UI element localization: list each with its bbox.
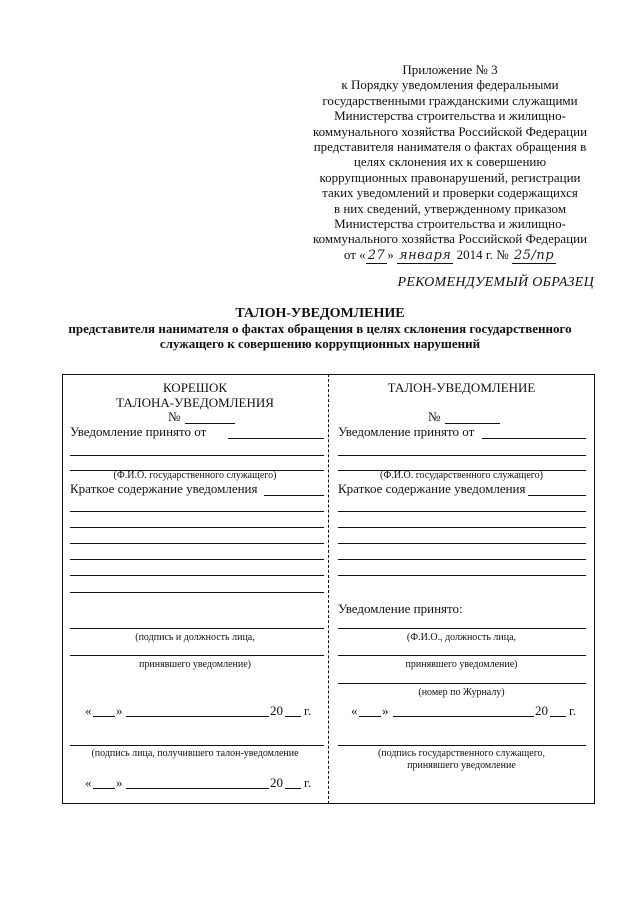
ticket-official-sign-caption-2: принявшего уведомление [407,760,516,771]
appendix-line: Министерства строительства и жилищно- [334,108,566,124]
ticket-fio-caption: (Ф.И.О. государственного служащего) [380,470,543,481]
appendix-line: Министерства строительства и жилищно- [334,216,566,232]
date-year: 2014 г. № [456,246,509,262]
stub-number-label: № [168,409,181,424]
stub-fio-field-line[interactable] [70,455,324,456]
stub-year-suffix: г. [304,703,312,718]
stub-received-from-label: Уведомление принято от [70,424,207,439]
ticket-receiver-line-2[interactable] [338,655,586,656]
ticket-received-from-label: Уведомление принято от [338,424,475,439]
appendix-line: целях склонения их к совершению [353,154,547,170]
ticket-summary-label: Краткое содержание уведомления [338,481,526,496]
stub-summary-line[interactable] [70,543,324,544]
document-title: ТАЛОН-УВЕДОМЛЕНИЕ [235,306,405,321]
ticket-summary-line[interactable] [338,511,586,512]
appendix-line: коммунального хозяйства Российской Федерации [312,123,588,139]
ticket-official-sign-caption-1: (подпись государственного служащего, [377,748,546,759]
stub-date-month-field[interactable] [126,716,269,717]
stub-summary-line[interactable] [70,527,324,528]
order-date-line [300,247,600,263]
date-mid: » [387,246,394,262]
stub-date-day-field[interactable] [93,716,115,717]
stub-date2-open: « [85,775,92,790]
stub-year2-prefix: 20 [270,775,283,790]
ticket-summary-line[interactable] [338,575,586,576]
stub-year2-suffix: г. [304,775,312,790]
order-number-handwritten: 25/пр [513,247,555,263]
stub-sign-caption-1: (подпись и должность лица, [135,632,255,643]
appendix-line: в них сведений, утвержденному приказом [333,200,567,216]
stub-summary-line[interactable] [70,575,324,576]
date-day-handwritten: 27 [367,247,386,263]
stub-heading-1: КОРЕШОК [162,380,228,395]
document-subtitle: представителя нанимателя о фактах обращения в целях склонения государственного служащего к совершению коррупционных нарушений [68,321,572,351]
ticket-year-field[interactable] [550,716,566,717]
stub-year-prefix: 20 [270,703,283,718]
ticket-receiver-line[interactable] [338,628,586,629]
stub-date2-month-field[interactable] [126,788,269,789]
ticket-fio-position-caption: (Ф.И.О., должность лица, [406,632,517,643]
ticket-date-day-field[interactable] [359,716,381,717]
recommended-sample-label: РЕКОМЕНДУЕМЫЙ ОБРАЗЕЦ [397,275,594,290]
stub-summary-line[interactable] [70,559,324,560]
ticket-journal-number-line[interactable] [338,683,586,684]
stub-received-from-field[interactable] [228,438,324,439]
ticket-number-label: № [428,409,441,424]
ticket-summary-field[interactable] [528,495,586,496]
stub-summary-line[interactable] [70,511,324,512]
stub-year2-field[interactable] [285,788,301,789]
ticket-date-open: « [351,703,358,718]
appendix-line: представителя нанимателя о фактах обращения в [313,139,587,155]
ticket-heading: ТАЛОН-УВЕДОМЛЕНИЕ [387,380,536,395]
ticket-summary-line[interactable] [338,527,586,528]
ticket-official-signature-line[interactable] [338,745,586,746]
ticket-fio-field-line[interactable] [338,455,586,456]
appendix-line: коррупционных правонарушений, регистрации [319,169,581,185]
ticket-journal-caption: (номер по Журналу) [418,687,505,698]
ticket-accepted-caption: принявшего уведомление) [405,659,518,670]
stub-recipient-signature-line[interactable] [70,745,324,746]
stub-date-open: « [85,703,92,718]
ticket-year-prefix: 20 [535,703,548,718]
date-prefix: от « [343,246,366,262]
appendix-line: государственными гражданскими служащими [322,92,578,108]
stub-year-field[interactable] [285,716,301,717]
ticket-summary-line[interactable] [338,543,586,544]
appendix-line: Приложение № 3 [402,62,498,77]
stub-heading-2: ТАЛОНА-УВЕДОМЛЕНИЯ [116,395,274,410]
ticket-date-close: » [382,703,389,718]
ticket-summary-line[interactable] [338,559,586,560]
stub-summary-label: Краткое содержание уведомления [70,481,258,496]
stub-date-close: » [116,703,123,718]
stub-recipient-caption: (подпись лица, получившего талон-уведомление [91,748,299,759]
stub-signature-line-2[interactable] [70,655,324,656]
appendix-header [300,62,600,263]
ticket-year-suffix: г. [569,703,577,718]
stub-date2-day-field[interactable] [93,788,115,789]
date-month-handwritten: января [398,247,452,263]
appendix-line: к Порядку уведомления федеральными [341,77,559,93]
stub-signature-line[interactable] [70,628,324,629]
appendix-line: коммунального хозяйства Российской Федерации [312,231,588,247]
ticket-date-month-field[interactable] [393,716,534,717]
stub-summary-line[interactable] [70,592,324,593]
stub-sign-caption-2: принявшего уведомление) [139,659,251,670]
ticket-received-from-field[interactable] [482,438,586,439]
appendix-line: таких уведомлений и проверки содержащихся [322,185,578,201]
stub-fio-caption: (Ф.И.О. государственного служащего) [113,470,277,481]
ticket-received-label: Уведомление принято: [338,601,463,616]
stub-date2-close: » [116,775,123,790]
tear-off-divider [328,374,329,804]
stub-summary-field[interactable] [264,495,324,496]
